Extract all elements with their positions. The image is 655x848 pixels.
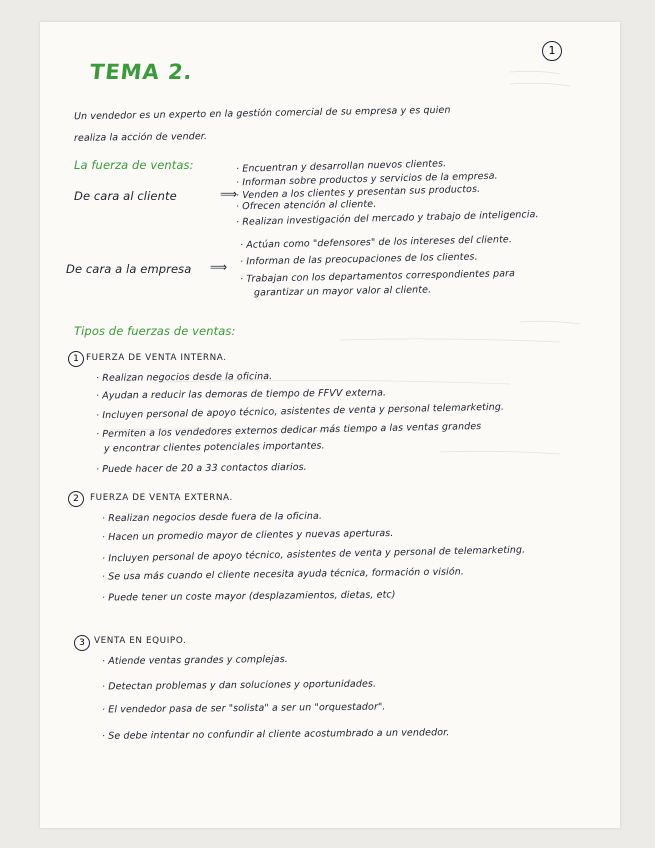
section-heading: VENTA EN EQUIPO. — [94, 636, 187, 646]
section-item: · Detectan problemas y dan soluciones y oportunidades. — [101, 678, 377, 693]
section-number: 1 — [68, 351, 84, 367]
cara-cliente-item: · Realizan investigación del mercado y trabajo de inteligencia. — [235, 209, 539, 228]
page-title: TEMA 2. — [88, 60, 194, 84]
section-item: · Puede hacer de 20 a 33 contactos diarios. — [95, 461, 307, 476]
fuerza-heading: La fuerza de ventas: — [74, 158, 194, 172]
section-number: 3 — [74, 635, 90, 651]
intro-line-2: realiza la acción de vender. — [73, 131, 208, 144]
section-item: · Ayudan a reducir las demoras de tiempo de FFVV externa. — [95, 387, 387, 402]
section-item: · Realizan negocios desde fuera de la oficina. — [101, 510, 323, 525]
notebook-page — [40, 22, 620, 828]
cara-empresa-item: garantizar un mayor valor al cliente. — [253, 284, 432, 299]
section-item: · El vendedor pasa de ser "solista" a ser un "orquestador". — [101, 701, 386, 716]
cara-cliente-arrow: ⟹ — [220, 187, 238, 201]
cara-empresa-label: De cara a la empresa — [66, 262, 192, 276]
section-number: 2 — [68, 491, 84, 507]
section-item: · Puede tener un coste mayor (desplazamientos, dietas, etc) — [101, 589, 396, 604]
section-item: y encontrar clientes potenciales importantes. — [103, 440, 325, 455]
section-item: · Incluyen personal de apoyo técnico, asistentes de venta y personal de telemarketing. — [101, 544, 526, 565]
section-item: · Permiten a los vendedores externos dedicar más tiempo a las ventas grandes — [95, 420, 482, 441]
intro-line-1: Un vendedor es un experto en la gestión comercial de su empresa y es quien — [73, 104, 451, 123]
section-item: · Hacen un promedio mayor de clientes y nuevas aperturas. — [101, 527, 394, 544]
cara-empresa-item: · Trabajan con los departamentos correspondientes para — [239, 268, 516, 285]
section-item: · Se debe intentar no confundir al cliente acostumbrado a un vendedor. — [101, 727, 450, 742]
section-heading: FUERZA DE VENTA EXTERNA. — [90, 493, 233, 503]
page-number-badge: 1 — [542, 41, 562, 61]
cara-empresa-arrow: ⟹ — [210, 260, 228, 274]
section-item: · Realizan negocios desde la oficina. — [95, 371, 273, 384]
section-item: · Incluyen personal de apoyo técnico, asistentes de venta y personal telemarketing. — [95, 401, 505, 422]
section-item: · Se usa más cuando el cliente necesita ayuda técnica, formación o visión. — [101, 566, 465, 583]
cara-cliente-item: · Encuentran y desarrollan nuevos clientes. — [235, 158, 447, 175]
tipos-heading: Tipos de fuerzas de ventas: — [74, 324, 236, 338]
section-heading: FUERZA DE VENTA INTERNA. — [86, 353, 227, 363]
cara-cliente-item: · Ofrecen atención al cliente. — [235, 198, 377, 213]
cara-cliente-item: · Venden a los clientes y presentan sus productos. — [235, 183, 481, 202]
cara-empresa-item: · Actúan como "defensores" de los intereses del cliente. — [239, 234, 513, 251]
cara-empresa-item: · Informan de las preocupaciones de los clientes. — [239, 251, 478, 268]
section-item: · Atiende ventas grandes y complejas. — [101, 654, 288, 667]
cara-cliente-item: · Informan sobre productos y servicios de la empresa. — [235, 170, 498, 189]
cara-cliente-label: De cara al cliente — [74, 189, 177, 203]
